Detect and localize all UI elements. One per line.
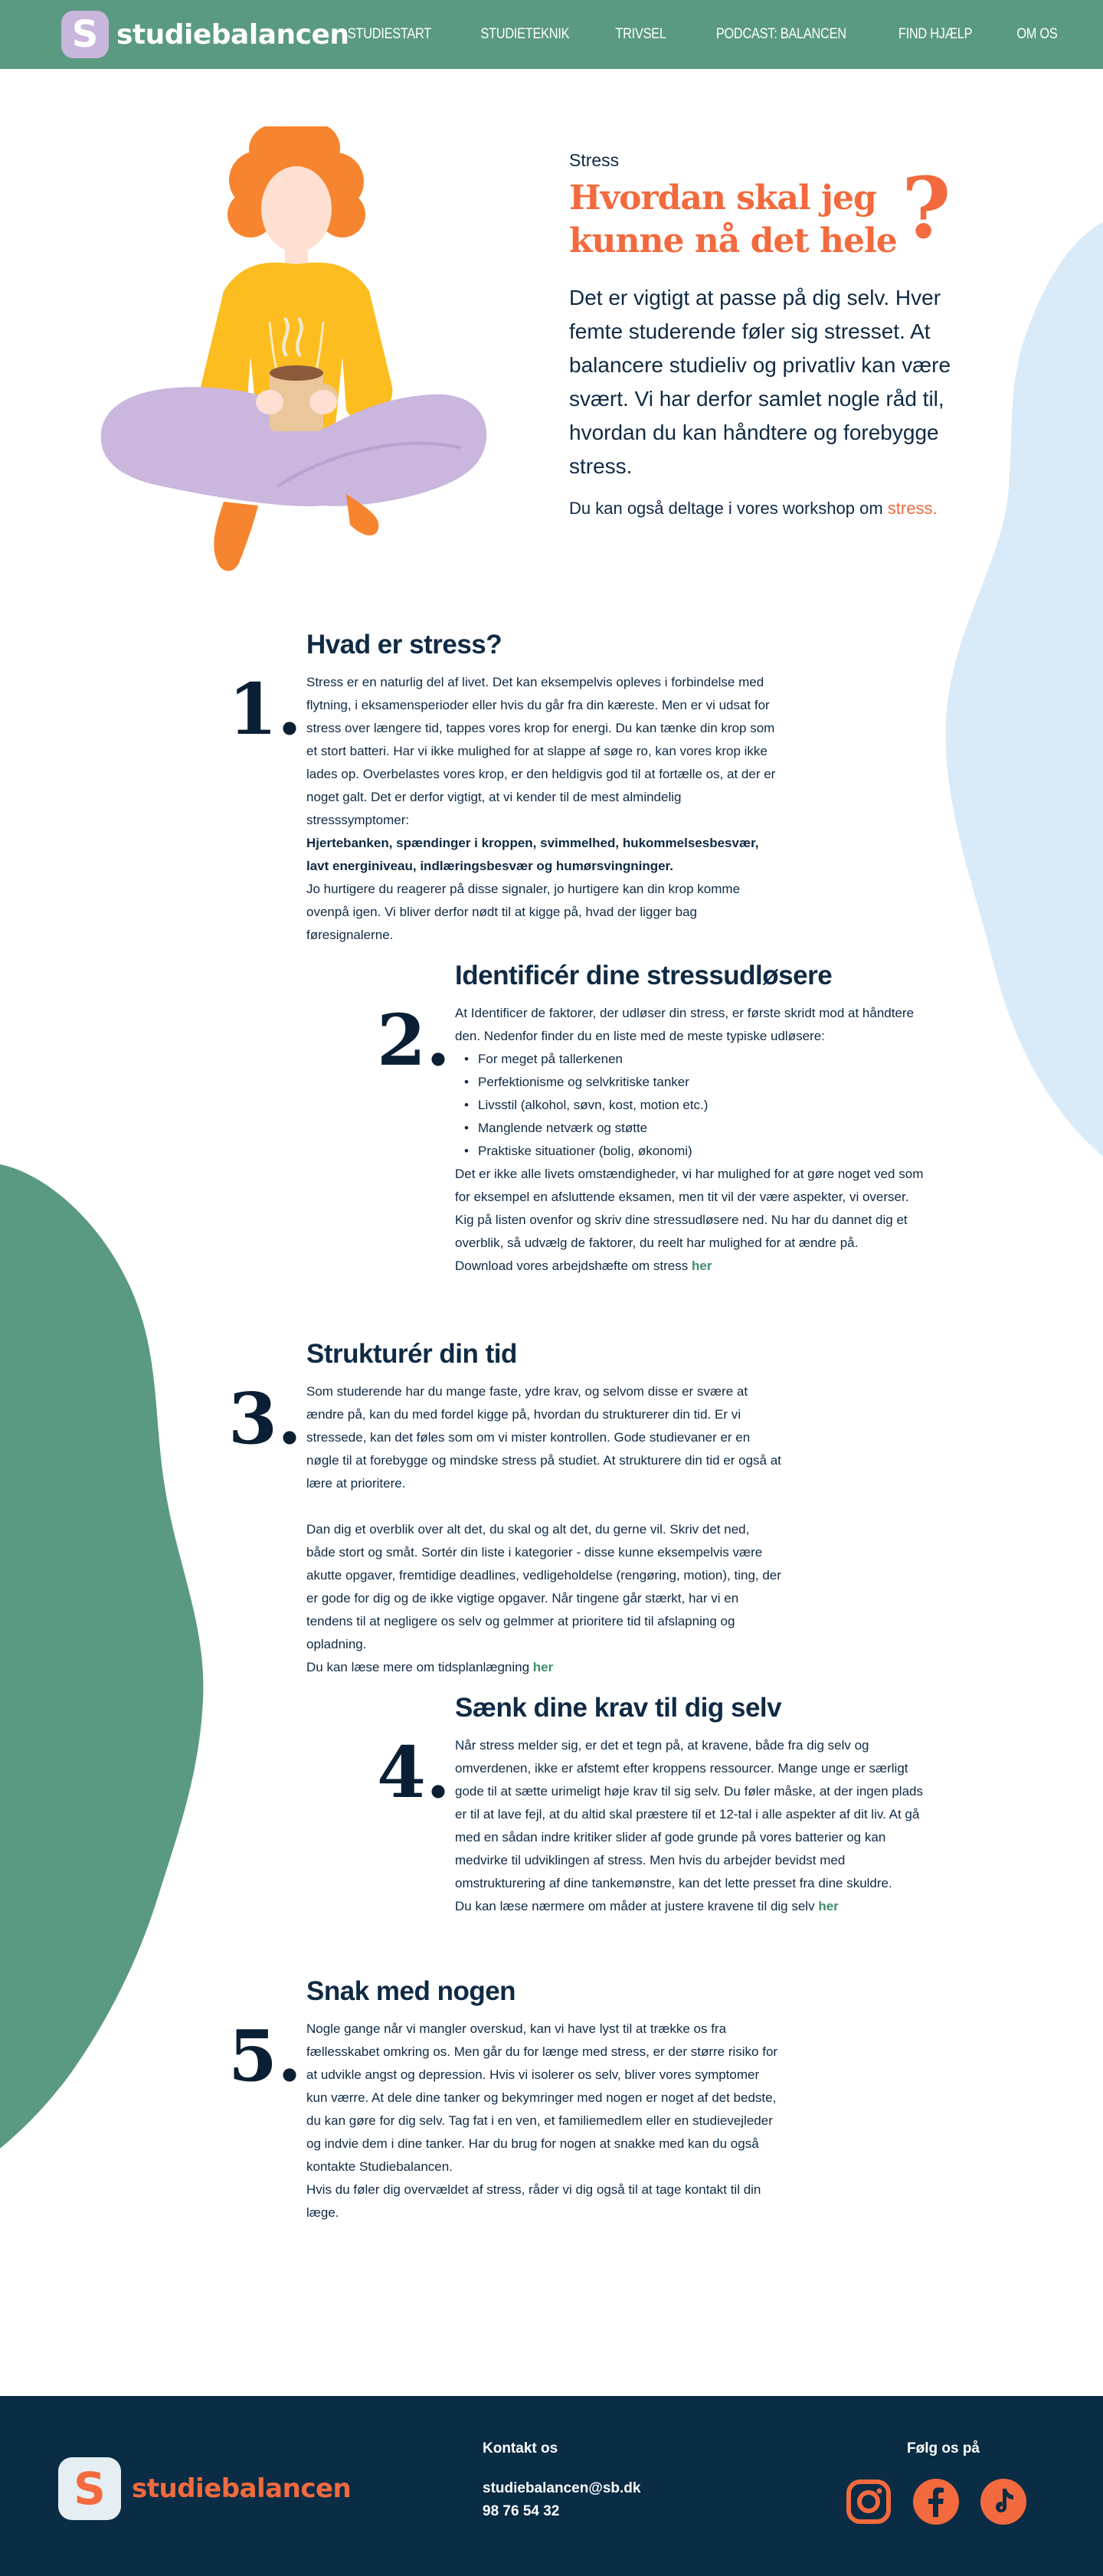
nav-item-studiestart[interactable]: STUDIESTART xyxy=(347,26,431,42)
nav-item-om-os[interactable]: OM OS xyxy=(1016,26,1058,42)
social-heading: Følg os på xyxy=(907,2440,980,2457)
section-paragraph: Hvis du føler dig overvældet af stress, råder vi dig også til at tage kontakt til din læge. xyxy=(306,2182,761,2220)
section-number: 1. xyxy=(228,668,303,751)
hero-lead: Det er vigtigt at passe på dig selv. Hver femte studerende føler sig stresset. At balancere studieliv og privatliv kan være svært. Vi har derfor samlet nogle råd til, hvordan du kan håndtere og forebygge stress. xyxy=(569,286,951,478)
section-title: Identificér dine stressudløsere xyxy=(455,961,833,990)
section-number: 4. xyxy=(377,1731,451,1814)
footer-contact xyxy=(483,2440,640,2523)
social-icons xyxy=(844,2477,1028,2526)
section-what-is-stress xyxy=(228,630,781,947)
instagram-icon[interactable] xyxy=(844,2477,893,2526)
section-title: Hvad er stress? xyxy=(306,630,502,660)
hero-note xyxy=(569,499,967,519)
section-paragraph: Det er ikke alle livets omstændigheder, vi har mulighed for at gøre noget ved som for eksempel en afsluttende eksamen, men tit vil der være aspekter, vi overser. Kig på listen ovenfor og skriv dine stressudløsere ned. Nu har du dannet dig et overblik, så udvælg de faktorer, du reelt har mulighed for at ændre på. xyxy=(455,1167,924,1250)
question-mark-icon: ? xyxy=(902,159,951,257)
nav-item-find-hjaelp[interactable]: FIND HJÆLP xyxy=(898,26,973,42)
contact-email[interactable]: studiebalancen@sb.dk xyxy=(483,2480,641,2496)
section-number: 5. xyxy=(228,2015,303,2097)
facebook-icon[interactable] xyxy=(912,2477,961,2526)
section-identify-triggers xyxy=(377,961,930,1278)
section-body xyxy=(306,1380,781,1679)
workshop-stress-link[interactable]: stress. xyxy=(887,499,938,518)
time-planning-link[interactable]: her xyxy=(532,1660,554,1674)
read-more-line xyxy=(455,1895,930,1918)
hero-title: Hvordan skal jeg kunne nå det hele xyxy=(569,178,897,260)
section-paragraph: Dan dig et overblik over alt det, du skal og alt det, du gerne vil. Skriv det ned, både stort og småt. Sortér din liste i kategorier - disse kunne eksempelvis være akutte opgaver, fremtidige deadlines, vedligeholdelse (rengøring, motion), ting, der er gode for dig og de ikke vigtige opgaver. Når tingene går stærkt, har vi en tendens til at negligere os selv og gelmmer at prioritere tid til afslapning og opladning. xyxy=(306,1522,781,1651)
section-number: 3. xyxy=(228,1377,303,1460)
read-more-text: Du kan læse nærmere om måder at justere kravene til dig selv xyxy=(455,1899,819,1913)
section-structure-time xyxy=(228,1339,781,1679)
read-more-line xyxy=(306,1656,781,1679)
download-workbook-link[interactable]: her xyxy=(691,1259,712,1273)
stressed-person-illustration xyxy=(93,126,499,578)
hero-section xyxy=(569,150,967,519)
list-item: • Livsstil (alkohol, søvn, kost, motion etc.) xyxy=(455,1094,930,1117)
list-item: • Perfektionisme og selvkritiske tanker xyxy=(455,1071,930,1094)
footer-logo-text: studiebalancen xyxy=(132,2473,352,2504)
section-paragraph: Jo hurtigere du reagerer på disse signaler, jo hurtigere kan din krop komme ovenpå igen. Vi bliver derfor nødt til at kigge på, hvad der ligger bag føresignalerne. xyxy=(306,882,741,942)
list-item: • For meget på tallerkenen xyxy=(455,1048,930,1071)
footer-social xyxy=(844,2440,1028,2526)
section-paragraph: Nogle gange når vi mangler overskud, kan vi have lyst til at trække os fra fællesskabet omkring os. Men går du for længe med stress, er der større risiko for at udvikle angst og depression. Hvis vi isolerer os selv, bliver vores symptomer kun værre. At dele dine tanker og bekymringer med nogen er noget af det bedste, du kan gøre for dig selv. Tag fat i en ven, et familiemedlem eller en studievejleder og indvie dem i dine tanker. Har du brug for nogen at snakke med kan du også kontakte Studiebalancen. xyxy=(306,2021,778,2174)
logo-text: studiebalancen xyxy=(116,18,349,51)
section-body xyxy=(455,1002,930,1278)
adjust-demands-link[interactable]: her xyxy=(818,1899,839,1913)
logo-badge-icon: S xyxy=(61,11,109,58)
section-body xyxy=(306,2018,781,2224)
section-title: Sænk dine krav til dig selv xyxy=(455,1693,782,1723)
download-line xyxy=(455,1255,930,1278)
nav-item-trivsel[interactable]: TRIVSEL xyxy=(615,26,667,42)
footer-logo[interactable] xyxy=(58,2457,351,2520)
section-paragraph: Som studerende har du mange faste, ydre krav, og selvom disse er svære at ændre på, kan du med fordel kigge på, hvordan du strukturerer din tid. Er vi stressede, kan det føles som om vi mister kontrollen. Gode studievaner er en nøgle til at forebygge og mindske stress på studiet. At strukturere din tid er også at lære at prioritere. xyxy=(306,1384,781,1491)
read-more-text: Du kan læse mere om tidsplanlægning xyxy=(306,1660,533,1674)
hero-note-text: Du kan også deltage i vores workshop om xyxy=(569,499,888,518)
site-footer xyxy=(0,2396,1103,2576)
tiktok-icon[interactable] xyxy=(979,2477,1028,2526)
section-paragraph: Stress er en naturlig del af livet. Det kan eksempelvis opleves i forbindelse med flytning, i eksamensperioder eller hvis du går fra din kæreste. Men er vi udsat for stress over længere tid, tappes vores krop for energi. Du kan tænke din krop som et stort batteri. Har vi ikke mulighed for at slappe af søge ro, kan vores krop ikke lades op. Overbelastes vores krop, er den heldigvis god til at fortælle os, at der er noget galt. Det er derfor vigtigt, at vi kender til de mest almindelig stresssymptomer: xyxy=(306,675,776,827)
footer-logo-badge-icon: S xyxy=(58,2457,121,2520)
triggers-list xyxy=(455,1048,930,1163)
nav-item-podcast[interactable]: PODCAST: BALANCEN xyxy=(716,26,847,42)
contact-heading: Kontakt os xyxy=(483,2440,558,2457)
section-paragraph: At Identificer de faktorer, der udløser din stress, er første skridt mod at håndtere den. Nedenfor finder du en liste med de meste typiske udløsere: xyxy=(455,1006,915,1043)
section-number: 2. xyxy=(377,999,451,1082)
symptoms-list-text: Hjertebanken, spændinger i kroppen, svimmelhed, hukommelsesbesvær, lavt energiniveau, indlæringsbesvær og humørsvingninger. xyxy=(306,836,759,873)
list-item: • Manglende netværk og støtte xyxy=(455,1117,930,1140)
site-header xyxy=(0,0,1103,69)
section-body xyxy=(455,1734,930,1918)
section-body xyxy=(306,671,781,947)
header-logo[interactable] xyxy=(61,11,349,58)
nav-item-studieteknik[interactable]: STUDIETEKNIK xyxy=(480,26,569,42)
hero-eyebrow: Stress xyxy=(569,150,620,170)
section-title: Snak med nogen xyxy=(306,1976,516,2006)
contact-phone[interactable]: 98 76 54 32 xyxy=(483,2503,560,2519)
green-background-blob xyxy=(0,1164,214,2152)
section-paragraph: Når stress melder sig, er det et tegn på, at kravene, både fra dig selv og omverdenen, ikke er afstemt efter kroppens ressourcer. Mange unge er særligt gode til at sætte urimeligt høje krav til sig selv. Du føler måske, at der ingen plads er til at lave fejl, at du altid skal præstere til et 12-tal i alle aspekter af dit liv. At gå med en sådan indre kritiker slider af gode grunde på vores batterier og kan medvirke til udviklingen af stress. Men hvis du arbejder bevidst med omstrukturering af dine tankemønstre, kan det lette presset fra dine skuldre. xyxy=(455,1738,923,1890)
main-nav xyxy=(323,0,1078,69)
list-item: • Praktiske situationer (bolig, økonomi) xyxy=(455,1140,930,1163)
section-lower-demands xyxy=(377,1693,930,1918)
download-text: Download vores arbejdshæfte om stress xyxy=(455,1259,692,1273)
section-talk-to-someone xyxy=(228,1976,781,2224)
section-title: Strukturér din tid xyxy=(306,1339,517,1369)
